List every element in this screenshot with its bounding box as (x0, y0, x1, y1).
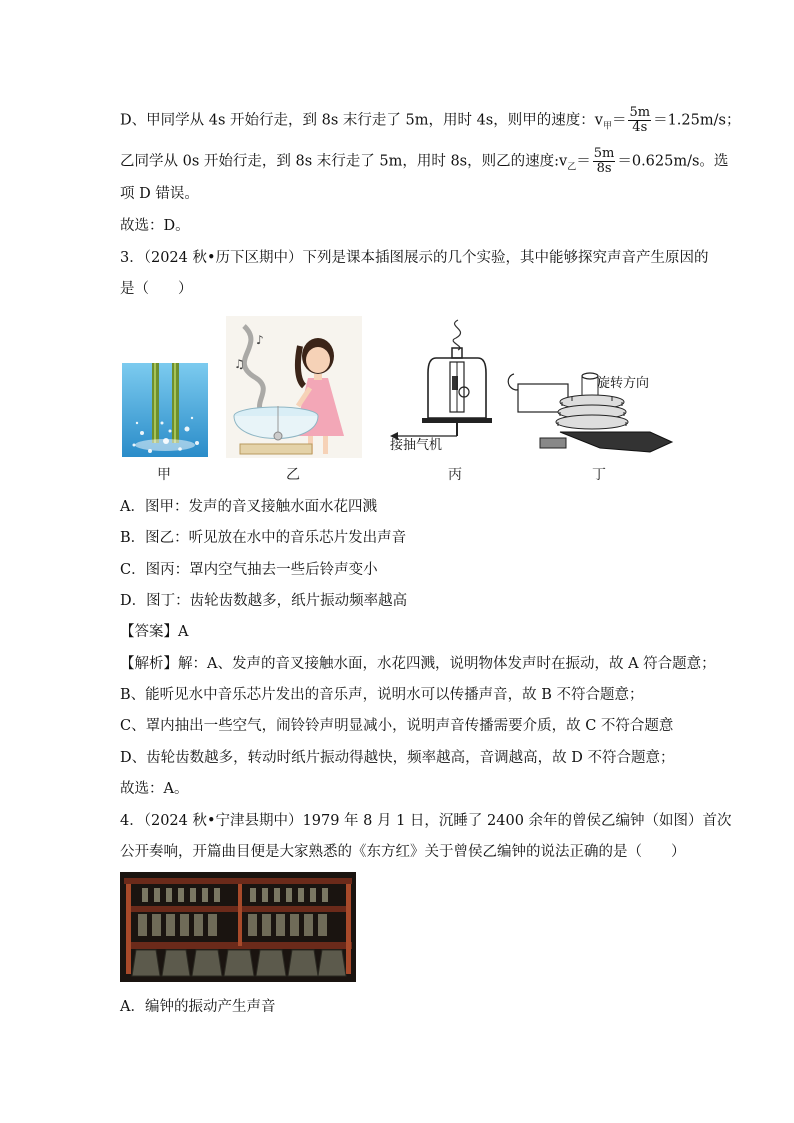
caption-yi: 乙 (286, 467, 300, 483)
numerator: 5m (629, 105, 651, 120)
q3-answer: 【答案】A (120, 624, 189, 640)
fraction (628, 106, 651, 135)
q3-stem-2: 是（ ） (120, 281, 193, 297)
figure-girl-music-chip (226, 316, 362, 458)
subscript: 乙 (567, 162, 577, 173)
figure-chime-bells (120, 872, 356, 982)
opt-d-line1: D、甲同学从 4s 开始行走，到 8s 末行走了 5m，用时 4s，则甲的速度：$v_甲=$ $\frac{5m}{4s}$ ＝1.25m/s； (120, 105, 741, 135)
q4-stem-2: 公开奏响，开篇曲目便是大家熟悉的《东方红》关于曾侯乙编钟的说法正确的是（ ） (120, 844, 686, 860)
numerator: 5m (593, 146, 615, 161)
opt-d-line2: 乙同学从 0s 开始行走，到 8s 末行走了 5m，用时 8s，则乙的速度$:v_乙=$ $\frac{5m}{8s}$ ＝0.625m/s。选 (120, 146, 729, 176)
q3-option-a: A．图甲：发声的音叉接触水面水花四溅 (120, 499, 377, 515)
label-rotation-direction: 旋转方向 (597, 376, 650, 391)
denominator: 4s (632, 120, 648, 135)
caption-ding: 丁 (592, 467, 606, 483)
figure-tuning-fork-water (122, 363, 208, 457)
subscript: 甲 (602, 121, 612, 132)
q3-analysis-2: B、能听见水中音乐芯片发出的音乐声，说明水可以传播声音，故 B 不符合题意； (120, 687, 644, 703)
q3-analysis-5: 故选：A。 (120, 781, 189, 797)
text: ＝0.625m/s。选 (617, 153, 729, 170)
text: 乙同学从 0s 开始行走，到 8s 末行走了 5m，用时 8s，则乙的速度:v (120, 153, 568, 170)
q3-analysis-1: 【解析】解：A、发声的音叉接触水面，水花四溅，说明物体发声时在振动，故 A 符合题意； (120, 656, 716, 672)
q4-stem-1: 4．（2024 秋•宁津县期中）1979 年 8 月 1 日，沉睡了 2400 余年的曾侯乙编钟（如图）首次 (120, 813, 732, 829)
caption-bing: 丙 (448, 467, 462, 483)
q3-option-c: C．图丙：罩内空气抽去一些后铃声变小 (120, 562, 378, 578)
q3-option-d: D．图丁：齿轮齿数越多，纸片振动频率越高 (120, 593, 408, 609)
fraction (593, 147, 616, 176)
q3-analysis-4: D、齿轮齿数越多，转动时纸片振动得越快，频率越高，音调越高，故 D 不符合题意； (120, 750, 675, 766)
q3-option-b: B．图乙：听见放在水中的音乐芯片发出声音 (120, 530, 407, 546)
text: ＝1.25m/s； (653, 112, 741, 129)
label-vacuum-pump: 接抽气机 (390, 438, 443, 453)
caption-jia: 甲 (157, 467, 171, 483)
denominator: 8s (596, 161, 612, 176)
opt-d-line3: 项 D 错误。 (120, 186, 199, 202)
q4-option-a: A．编钟的振动产生声音 (120, 999, 276, 1015)
text: D、甲同学从 4s 开始行走，到 8s 末行走了 5m，用时 4s，则甲的速度：v (120, 112, 603, 129)
q3-analysis-3: C、罩内抽出一些空气，闹铃铃声明显减小，说明声音传播需要介质，故 C 不符合题意 (120, 718, 674, 734)
figure-gears-card (500, 362, 680, 462)
opt-d-answer: 故选：D。 (120, 218, 190, 234)
svg-text:♪: ♪ (256, 333, 264, 347)
svg-text:♫: ♫ (234, 357, 245, 371)
q3-stem-1: 3．（2024 秋•历下区期中）下列是课本插图展示的几个实验，其中能够探究声音产生原因的 (120, 250, 709, 266)
